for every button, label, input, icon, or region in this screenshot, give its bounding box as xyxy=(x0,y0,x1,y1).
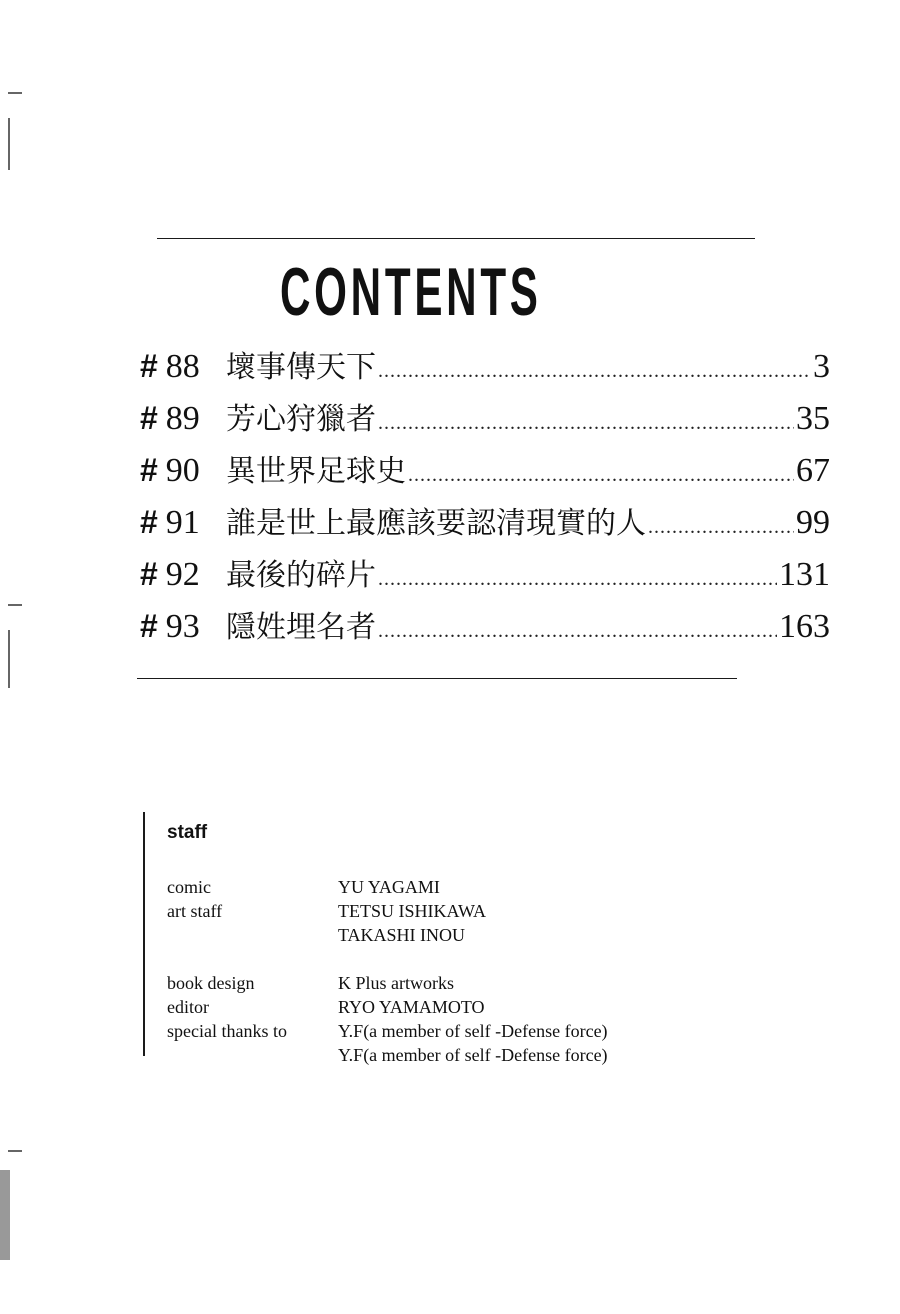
chapter-title: 芳心狩獵者 xyxy=(226,402,376,437)
toc-entry xyxy=(140,600,830,652)
scan-mark xyxy=(8,118,10,170)
credit-row xyxy=(167,995,608,1019)
credit-row xyxy=(167,1043,608,1067)
chapter-number: # 89 xyxy=(140,400,200,437)
credit-name: Y.F(a member of self -Defense force) xyxy=(338,1021,608,1041)
toc-entry xyxy=(140,548,830,600)
chapter-number: # 88 xyxy=(140,348,200,385)
scan-mark xyxy=(8,1150,22,1152)
credit-role xyxy=(167,1043,338,1067)
credit-name: TAKASHI INOU xyxy=(338,925,466,945)
chapter-title: 異世界足球史 xyxy=(226,454,406,489)
chapter-number: # 93 xyxy=(140,608,200,645)
scan-mark xyxy=(8,604,22,606)
credit-name: RYO YAMAMOTO xyxy=(338,997,485,1017)
dot-leader xyxy=(378,345,811,397)
dot-leader xyxy=(378,553,777,605)
toc-entry xyxy=(140,496,830,548)
scan-mark xyxy=(8,92,22,94)
page-number: 99 xyxy=(796,504,830,541)
page-number: 131 xyxy=(779,556,830,593)
top-rule xyxy=(157,238,755,239)
credit-row xyxy=(167,923,608,947)
scan-mark xyxy=(8,630,10,688)
credit-role: comic xyxy=(167,877,211,897)
credit-spacer xyxy=(167,947,608,971)
dot-leader xyxy=(378,397,794,449)
bottom-rule xyxy=(137,678,737,679)
credit-role: special thanks to xyxy=(167,1021,287,1041)
credit-row xyxy=(167,875,608,899)
chapter-number: # 91 xyxy=(140,504,200,541)
credit-row xyxy=(167,899,608,923)
toc-entry xyxy=(140,444,830,496)
staff-section-bar xyxy=(143,812,145,1056)
page-number: 67 xyxy=(796,452,830,489)
toc-entry xyxy=(140,392,830,444)
page-number: 3 xyxy=(813,348,830,385)
credit-name: K Plus artworks xyxy=(338,973,454,993)
dot-leader xyxy=(378,605,777,657)
toc-entry xyxy=(140,340,830,392)
credit-role: editor xyxy=(167,997,209,1017)
staff-heading: staff xyxy=(167,822,208,843)
chapter-title: 隱姓埋名者 xyxy=(226,610,376,645)
chapter-number: # 92 xyxy=(140,556,200,593)
chapter-title: 誰是世上最應該要認清現實的人 xyxy=(226,506,646,541)
scan-mark xyxy=(0,1170,10,1260)
credit-row xyxy=(167,971,608,995)
table-of-contents xyxy=(140,340,830,652)
dot-leader xyxy=(648,501,794,553)
credit-role xyxy=(167,923,338,947)
credit-role: art staff xyxy=(167,901,223,921)
chapter-title: 最後的碎片 xyxy=(226,558,376,593)
chapter-number: # 90 xyxy=(140,452,200,489)
dot-leader xyxy=(408,449,794,501)
credit-name: YU YAGAMI xyxy=(338,877,440,897)
page-number: 35 xyxy=(796,400,830,437)
credit-role: book design xyxy=(167,973,255,993)
staff-credits xyxy=(167,875,608,1067)
page-number: 163 xyxy=(779,608,830,645)
credit-name: Y.F(a member of self -Defense force) xyxy=(338,1045,608,1065)
credit-name: TETSU ISHIKAWA xyxy=(338,901,487,921)
chapter-title: 壞事傳天下 xyxy=(226,350,376,385)
page-title: CONTENTS xyxy=(280,254,542,330)
credit-row xyxy=(167,1019,608,1043)
